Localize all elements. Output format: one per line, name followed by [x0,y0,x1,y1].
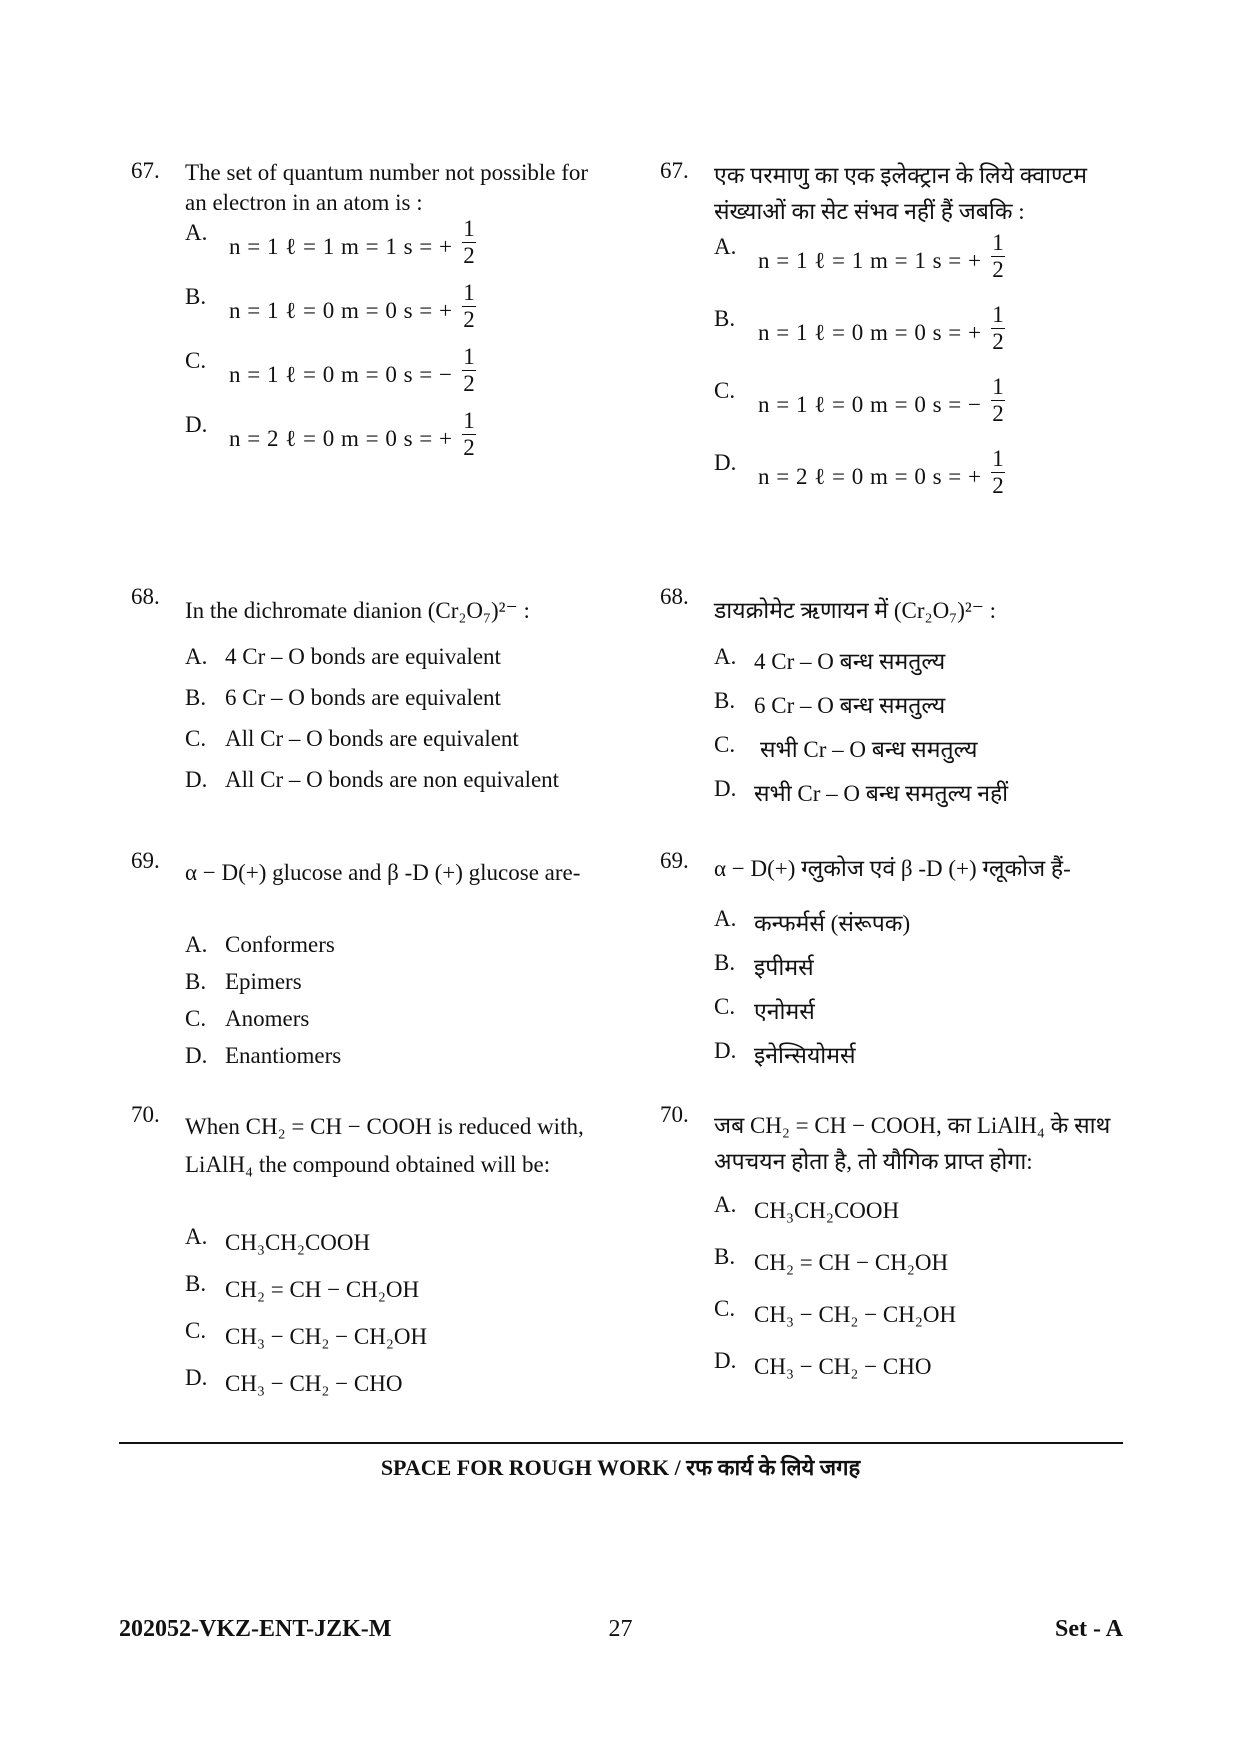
fraction-numerator: 1 [463,280,475,305]
option-expression: n = 1 ℓ = 1 m = 1 s = + [758,248,982,273]
option-expression: n = 1 ℓ = 0 m = 0 s = + [229,298,453,323]
option-expression: n = 2 ℓ = 0 m = 0 s = + [229,426,453,451]
fraction-denominator: 2 [992,329,1004,354]
option-expression: n = 2 ℓ = 0 m = 0 s = + [758,464,982,489]
fraction-numerator: 1 [992,230,1004,255]
option-label: A. [185,220,208,245]
question-stem: In the dichromate dianion (Cr₂O₇)²⁻ : [185,598,530,623]
question-number: 69. [660,848,689,873]
fraction-numerator: 1 [463,408,475,433]
page-number: 27 [608,1616,633,1642]
fraction-numerator: 1 [992,302,1004,327]
option-label: A. [714,234,737,259]
option-label: D. [185,412,208,437]
fraction-denominator: 2 [463,371,475,396]
question-number: 70. [660,1102,689,1127]
question-stem: डायक्रोमेट ऋणायन में (Cr₂O₇)²⁻ : [714,598,997,623]
option-expression: n = 1 ℓ = 0 m = 0 s = − [229,362,453,387]
option-label: B. [714,306,736,331]
paper-code: 202052-VKZ-ENT-JZK-M [119,1616,392,1642]
question-stem: α − D(+) glucose and β -D (+) glucose are- [185,860,581,885]
question-number: 70. [131,1102,160,1127]
question-number: 67. [131,158,160,183]
question-stem: जब CH₂ = CH − COOH, का LiAlH₄ के साथ अपचयन होता है, तो यौगिक प्राप्त होगा: [714,1113,1111,1174]
option-label: C. [185,348,207,373]
option-label: B. [185,284,207,309]
fraction-numerator: 1 [463,344,475,369]
question-stem: The set of quantum number not possible for an electron in an atom is : [185,160,589,215]
option-expression: n = 1 ℓ = 1 m = 1 s = + [229,234,453,259]
question-number: 68. [131,584,160,609]
option-label: C. [714,378,736,403]
fraction-denominator: 2 [992,473,1004,498]
fraction-numerator: 1 [992,446,1004,471]
fraction-denominator: 2 [992,401,1004,426]
question-number: 68. [660,584,689,609]
option-expression: n = 1 ℓ = 0 m = 0 s = − [758,392,982,417]
dichromate-ion: (Cr₂O₇)²⁻ : [893,598,997,623]
set-label: Set - A [1055,1616,1123,1642]
fraction-denominator: 2 [463,435,475,460]
rough-work-divider [119,1442,1123,1444]
question-stem: When CH₂ = CH − COOH is reduced with, LiAlH₄ the compound obtained will be: [185,1114,584,1177]
fraction-denominator: 2 [463,307,475,332]
question-stem: α − D(+) ग्लुकोज एवं β -D (+) ग्लूकोज हैं- [714,856,1071,881]
fraction-numerator: 1 [463,216,475,241]
question-number: 69. [131,848,160,873]
fraction-denominator: 2 [463,243,475,268]
question-number: 67. [660,158,689,183]
dichromate-ion: (Cr₂O₇)²⁻ : [427,598,530,623]
option-expression: n = 1 ℓ = 0 m = 0 s = + [758,320,982,345]
fraction-numerator: 1 [992,374,1004,399]
option-label: D. [714,450,737,475]
fraction-denominator: 2 [992,257,1004,282]
rough-work-heading: SPACE FOR ROUGH WORK / रफ कार्य के लिये जगह [380,1455,861,1480]
question-stem: एक परमाणु का एक इलेक्ट्रान के लिये क्वाण्टम संख्याओं का सेट संभव नहीं हैं जबकि : [714,163,1088,224]
